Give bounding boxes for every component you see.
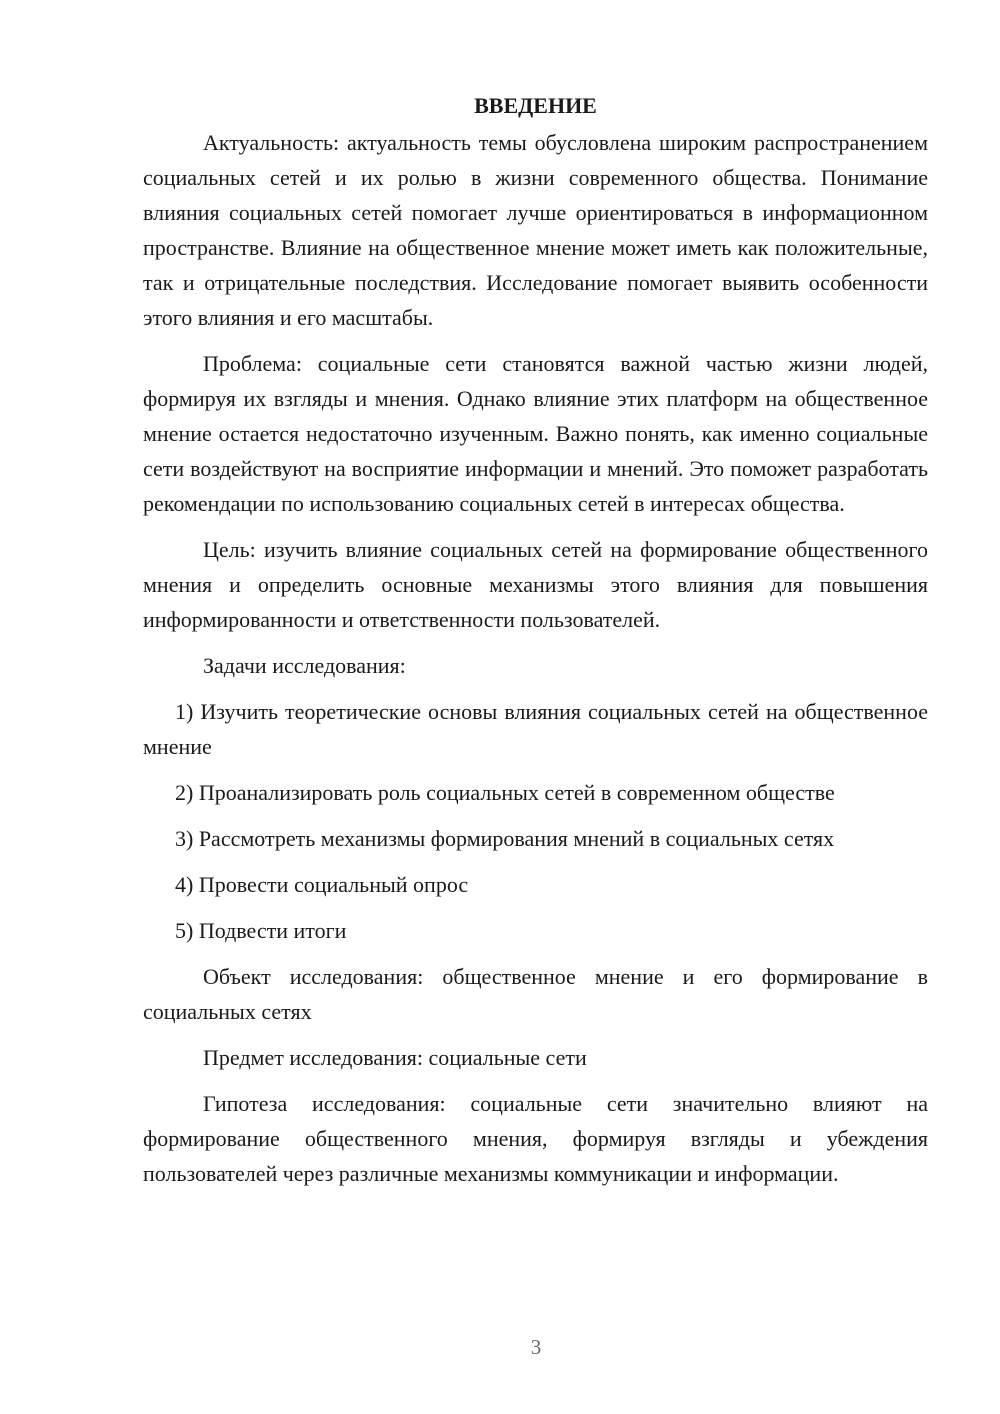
paragraph-object: Объект исследования: общественное мнение и его формирование в социальных сетях [143, 964, 928, 1024]
paragraph-problem: Проблема: социальные сети становятся важной частью жизни людей, формируя их взгляды и мнения. Однако влияние этих платформ на общественное мнение остается недостаточно изученным. Важно понять, как именно социальные сети воздействуют на восприятие информации и мнений. Это поможет разработать рекомендации по использованию социальных сетей в интересах общества. [143, 351, 928, 516]
task-item: 4) Провести социальный опрос [175, 872, 469, 897]
task-item: 2) Проанализировать роль социальных сетей в современном обществе [175, 780, 835, 805]
page-title: ВВЕДЕНИЕ [474, 93, 597, 118]
page-number: 3 [530, 1335, 542, 1359]
paragraph-relevance: Актуальность: актуальность темы обусловлена широким распространением социальных сетей и их ролью в жизни современного общества. Понимание влияния социальных сетей помогает лучше ориентироваться в информационном пространстве. Влияние на общественное мнение может иметь как положительные, так и отрицательные последствия. Исследование помогает выявить особенности этого влияния и его масштабы. [143, 130, 928, 330]
paragraph-goal: Цель: изучить влияние социальных сетей на формирование общественного мнения и определить основные механизмы этого влияния для повышения информированности и ответственности пользователей. [143, 537, 928, 632]
task-item: 5) Подвести итоги [175, 918, 347, 943]
tasks-heading: Задачи исследования: [203, 653, 406, 678]
task-item: 3) Рассмотреть механизмы формирования мнений в социальных сетях [175, 826, 835, 851]
paragraph-hypothesis: Гипотеза исследования: социальные сети значительно влияют на формирование общественного мнения, формируя взгляды и убеждения пользователей через различные механизмы коммуникации и информации. [143, 1091, 928, 1186]
paragraph-subject: Предмет исследования: социальные сети [203, 1045, 587, 1070]
task-item: 1) Изучить теоретические основы влияния социальных сетей на общественное мнение [143, 699, 928, 759]
page-content [143, 88, 928, 1202]
